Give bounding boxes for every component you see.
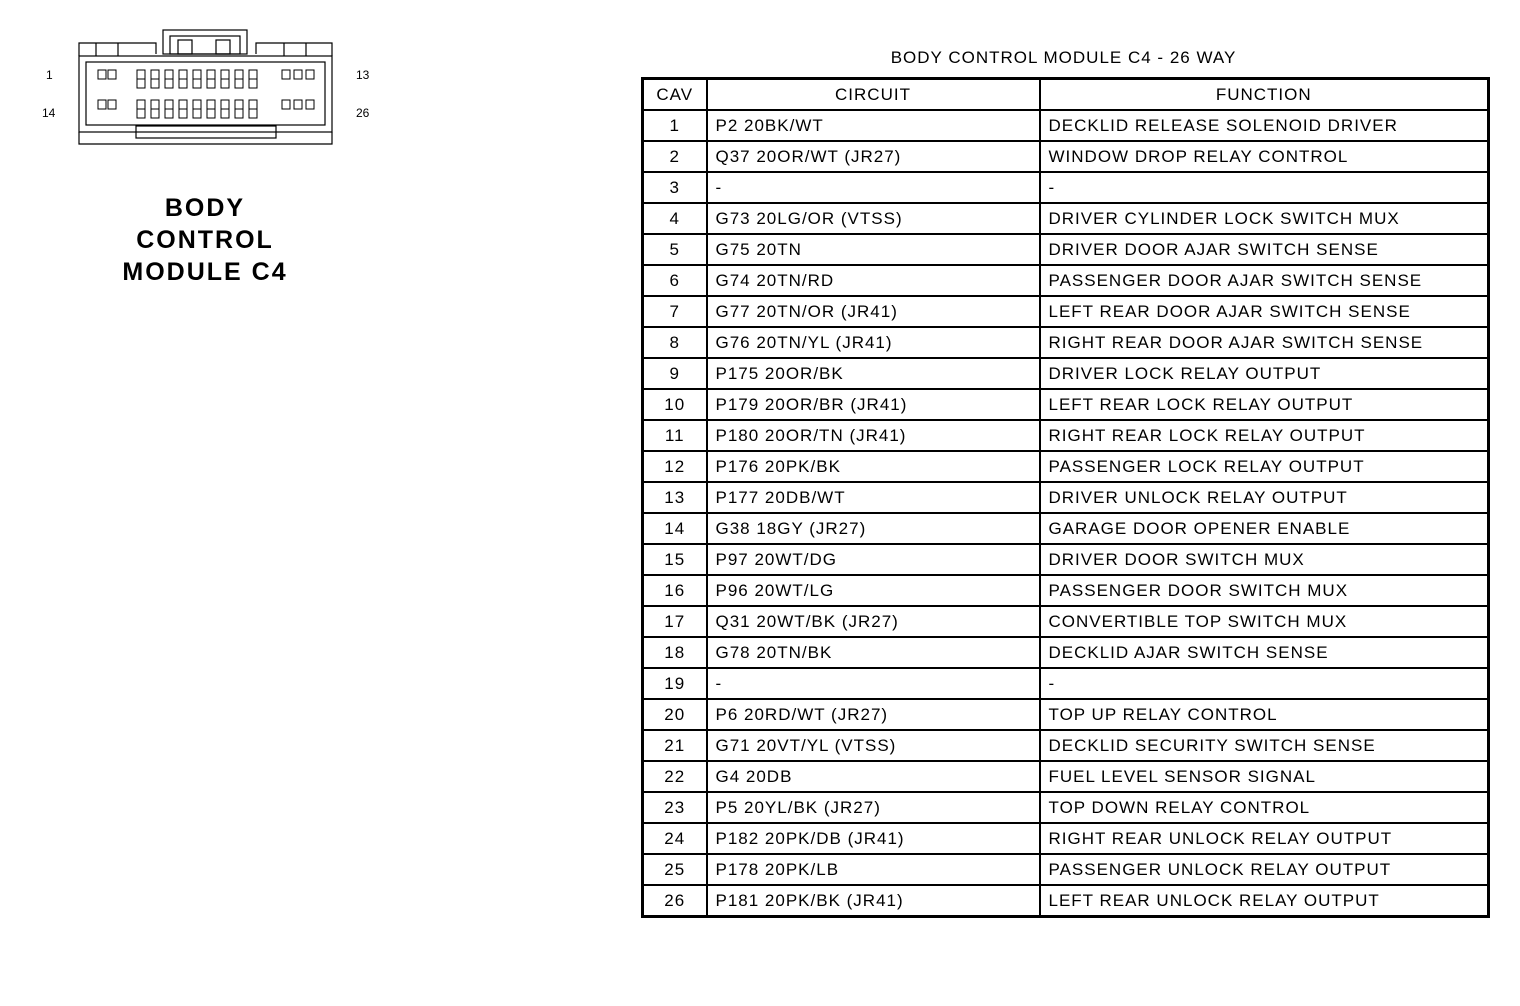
connector-cavity	[306, 100, 314, 109]
connector-cavity	[282, 100, 290, 109]
circuit-cell: P181 20PK/BK (JR41)	[707, 885, 1040, 917]
connector-cavity	[249, 79, 257, 88]
pin-label-14: 14	[42, 106, 56, 120]
connector-cavity	[294, 100, 302, 109]
cav-cell: 21	[643, 730, 707, 761]
table-row	[643, 234, 1489, 265]
cav-cell: 24	[643, 823, 707, 854]
circuit-cell: Q31 20WT/BK (JR27)	[707, 606, 1040, 637]
table-row	[643, 203, 1489, 234]
function-cell: CONVERTIBLE TOP SWITCH MUX	[1040, 606, 1489, 637]
circuit-cell: P179 20OR/BR (JR41)	[707, 389, 1040, 420]
connector-cavity	[221, 109, 229, 118]
connector-cavity	[108, 100, 116, 109]
circuit-cell: G75 20TN	[707, 234, 1040, 265]
cav-cell: 5	[643, 234, 707, 265]
table-row	[643, 141, 1489, 172]
function-cell: LEFT REAR LOCK RELAY OUTPUT	[1040, 389, 1489, 420]
circuit-cell: G38 18GY (JR27)	[707, 513, 1040, 544]
cav-cell: 9	[643, 358, 707, 389]
circuit-cell: G71 20VT/YL (VTSS)	[707, 730, 1040, 761]
circuit-cell: G4 20DB	[707, 761, 1040, 792]
cav-cell: 3	[643, 172, 707, 203]
function-cell: TOP DOWN RELAY CONTROL	[1040, 792, 1489, 823]
table-header-row	[643, 79, 1489, 111]
circuit-cell: P180 20OR/TN (JR41)	[707, 420, 1040, 451]
header-function: FUNCTION	[1040, 79, 1489, 111]
cav-cell: 23	[643, 792, 707, 823]
connector-cavity	[282, 70, 290, 79]
circuit-cell: P5 20YL/BK (JR27)	[707, 792, 1040, 823]
cav-cell: 17	[643, 606, 707, 637]
connector-cavity	[235, 70, 243, 79]
table-row	[643, 668, 1489, 699]
cav-cell: 13	[643, 482, 707, 513]
table-row	[643, 172, 1489, 203]
connector-cavity	[179, 70, 187, 79]
circuit-cell: G76 20TN/YL (JR41)	[707, 327, 1040, 358]
circuit-cell: -	[707, 668, 1040, 699]
table-row	[643, 885, 1489, 917]
connector-title-line-1: BODY CONTROL	[136, 194, 274, 254]
connector-cavity	[207, 79, 215, 88]
function-cell: -	[1040, 172, 1489, 203]
cav-cell: 7	[643, 296, 707, 327]
function-cell: -	[1040, 668, 1489, 699]
cav-cell: 2	[643, 141, 707, 172]
table-row	[643, 513, 1489, 544]
function-cell: DRIVER LOCK RELAY OUTPUT	[1040, 358, 1489, 389]
connector-cavity	[108, 70, 116, 79]
cav-cell: 8	[643, 327, 707, 358]
circuit-cell: P175 20OR/BK	[707, 358, 1040, 389]
pinout-table-body	[643, 110, 1489, 917]
connector-title-line-2: MODULE C4	[122, 258, 288, 286]
cav-cell: 22	[643, 761, 707, 792]
connector-cavity	[207, 100, 215, 109]
connector-cavity	[249, 70, 257, 79]
table-row	[643, 358, 1489, 389]
table-row	[643, 265, 1489, 296]
table-row	[643, 792, 1489, 823]
circuit-cell: G78 20TN/BK	[707, 637, 1040, 668]
header-circuit: CIRCUIT	[707, 79, 1040, 111]
pinout-table	[641, 77, 1490, 918]
connector-cavity	[193, 70, 201, 79]
connector-cavity	[137, 100, 145, 109]
connector-cavity	[221, 100, 229, 109]
table-row	[643, 296, 1489, 327]
table-row	[643, 699, 1489, 730]
circuit-cell: P2 20BK/WT	[707, 110, 1040, 141]
connector-cavity	[235, 79, 243, 88]
connector-cavity	[235, 109, 243, 118]
connector-cavity	[179, 109, 187, 118]
connector-cavity	[249, 100, 257, 109]
table-row	[643, 637, 1489, 668]
connector-cavity	[179, 79, 187, 88]
connector-cavity	[221, 70, 229, 79]
connector-cavity	[165, 79, 173, 88]
cav-cell: 15	[643, 544, 707, 575]
function-cell: LEFT REAR UNLOCK RELAY OUTPUT	[1040, 885, 1489, 917]
cav-cell: 11	[643, 420, 707, 451]
function-cell: TOP UP RELAY CONTROL	[1040, 699, 1489, 730]
connector-cavity	[193, 100, 201, 109]
connector-cavity	[151, 100, 159, 109]
function-cell: RIGHT REAR UNLOCK RELAY OUTPUT	[1040, 823, 1489, 854]
table-row	[643, 389, 1489, 420]
function-cell: DECKLID AJAR SWITCH SENSE	[1040, 637, 1489, 668]
circuit-cell: P96 20WT/LG	[707, 575, 1040, 606]
cav-cell: 4	[643, 203, 707, 234]
pin-label-1: 1	[46, 68, 53, 82]
circuit-cell: P176 20PK/BK	[707, 451, 1040, 482]
pin-label-26: 26	[356, 106, 370, 120]
function-cell: GARAGE DOOR OPENER ENABLE	[1040, 513, 1489, 544]
connector-cavity	[137, 79, 145, 88]
function-cell: PASSENGER UNLOCK RELAY OUTPUT	[1040, 854, 1489, 885]
cav-cell: 18	[643, 637, 707, 668]
cav-cell: 10	[643, 389, 707, 420]
function-cell: DRIVER DOOR SWITCH MUX	[1040, 544, 1489, 575]
function-cell: PASSENGER DOOR AJAR SWITCH SENSE	[1040, 265, 1489, 296]
connector-cavity	[98, 100, 106, 109]
connector-cavity	[137, 109, 145, 118]
function-cell: LEFT REAR DOOR AJAR SWITCH SENSE	[1040, 296, 1489, 327]
connector-cavity	[179, 100, 187, 109]
function-cell: RIGHT REAR LOCK RELAY OUTPUT	[1040, 420, 1489, 451]
connector-cavity	[151, 70, 159, 79]
connector-title	[100, 192, 310, 288]
circuit-cell: -	[707, 172, 1040, 203]
cav-cell: 19	[643, 668, 707, 699]
circuit-cell: P182 20PK/DB (JR41)	[707, 823, 1040, 854]
table-row	[643, 420, 1489, 451]
table-row	[643, 606, 1489, 637]
table-row	[643, 761, 1489, 792]
connector-cavity	[165, 70, 173, 79]
function-cell: DECKLID RELEASE SOLENOID DRIVER	[1040, 110, 1489, 141]
circuit-cell: P6 20RD/WT (JR27)	[707, 699, 1040, 730]
cav-cell: 1	[643, 110, 707, 141]
connector-cavity	[165, 109, 173, 118]
table-row	[643, 110, 1489, 141]
circuit-cell: P178 20PK/LB	[707, 854, 1040, 885]
table-row	[643, 823, 1489, 854]
circuit-cell: G74 20TN/RD	[707, 265, 1040, 296]
function-cell: DRIVER DOOR AJAR SWITCH SENSE	[1040, 234, 1489, 265]
circuit-cell: Q37 20OR/WT (JR27)	[707, 141, 1040, 172]
cav-cell: 14	[643, 513, 707, 544]
table-title: BODY CONTROL MODULE C4 - 26 WAY	[890, 48, 1237, 67]
cav-cell: 12	[643, 451, 707, 482]
connector-cavity	[193, 109, 201, 118]
connector-cavity	[137, 70, 145, 79]
function-cell: DECKLID SECURITY SWITCH SENSE	[1040, 730, 1489, 761]
table-row	[643, 575, 1489, 606]
connector-cavity	[249, 109, 257, 118]
table-row	[643, 854, 1489, 885]
circuit-cell: G73 20LG/OR (VTSS)	[707, 203, 1040, 234]
connector-cavity	[165, 100, 173, 109]
connector-cavity	[207, 109, 215, 118]
function-cell: DRIVER CYLINDER LOCK SWITCH MUX	[1040, 203, 1489, 234]
cav-cell: 26	[643, 885, 707, 917]
cav-cell: 6	[643, 265, 707, 296]
connector-cavity	[207, 70, 215, 79]
connector-face-diagram	[36, 26, 376, 156]
function-cell: WINDOW DROP RELAY CONTROL	[1040, 141, 1489, 172]
cav-cell: 25	[643, 854, 707, 885]
pin-label-13: 13	[356, 68, 370, 82]
connector-cavity	[193, 79, 201, 88]
connector-cavity	[294, 70, 302, 79]
connector-cavity	[151, 109, 159, 118]
table-row	[643, 482, 1489, 513]
connector-cavity	[235, 100, 243, 109]
cav-cell: 20	[643, 699, 707, 730]
function-cell: FUEL LEVEL SENSOR SIGNAL	[1040, 761, 1489, 792]
header-cav: CAV	[643, 79, 707, 111]
connector-cavity	[221, 79, 229, 88]
circuit-cell: P97 20WT/DG	[707, 544, 1040, 575]
function-cell: PASSENGER DOOR SWITCH MUX	[1040, 575, 1489, 606]
function-cell: DRIVER UNLOCK RELAY OUTPUT	[1040, 482, 1489, 513]
table-row	[643, 327, 1489, 358]
function-cell: PASSENGER LOCK RELAY OUTPUT	[1040, 451, 1489, 482]
table-row	[643, 451, 1489, 482]
circuit-cell: G77 20TN/OR (JR41)	[707, 296, 1040, 327]
connector-cavity	[151, 79, 159, 88]
table-row	[643, 544, 1489, 575]
function-cell: RIGHT REAR DOOR AJAR SWITCH SENSE	[1040, 327, 1489, 358]
connector-cavity	[98, 70, 106, 79]
table-row	[643, 730, 1489, 761]
cav-cell: 16	[643, 575, 707, 606]
circuit-cell: P177 20DB/WT	[707, 482, 1040, 513]
connector-cavity	[306, 70, 314, 79]
